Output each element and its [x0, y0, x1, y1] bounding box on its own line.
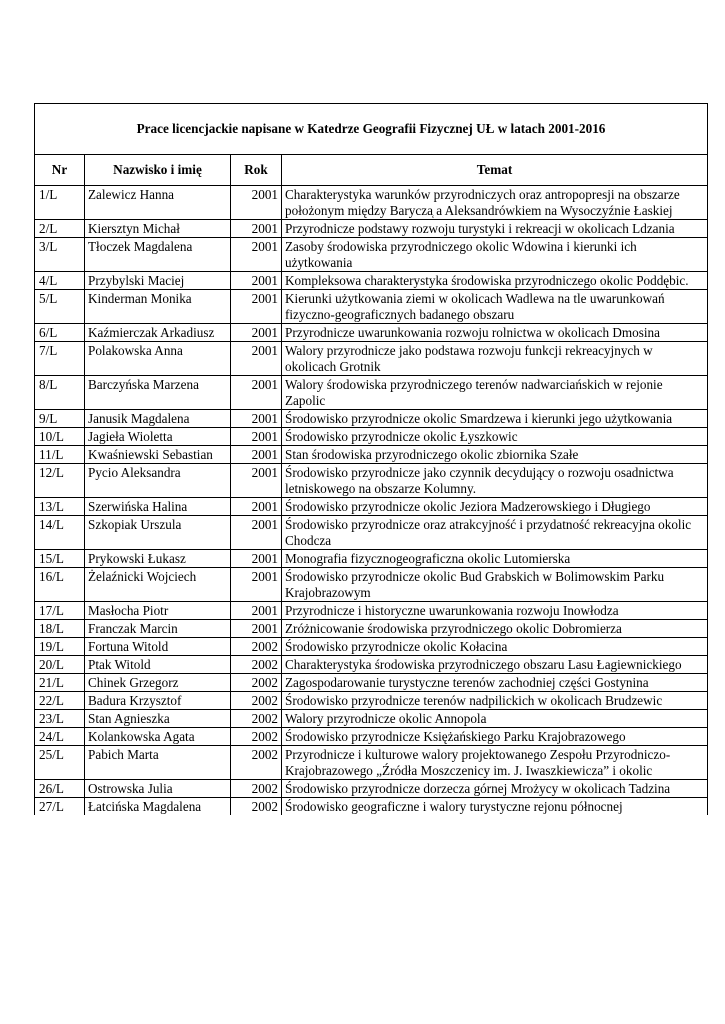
cell-topic: Kompleksowa charakterystyka środowiska przyrodniczego okolic Poddębic.	[282, 272, 708, 290]
cell-nr: 15/L	[35, 550, 85, 568]
cell-name: Barczyńska Marzena	[85, 376, 231, 410]
cell-topic: Zagospodarowanie turystyczne terenów zachodniej części Gostynina	[282, 674, 708, 692]
cell-name: Kwaśniewski Sebastian	[85, 446, 231, 464]
cell-name: Janusik Magdalena	[85, 410, 231, 428]
header-name: Nazwisko i imię	[85, 155, 231, 186]
table-row	[35, 656, 708, 674]
cell-nr: 27/L	[35, 798, 85, 816]
cell-topic: Przyrodnicze uwarunkowania rozwoju rolnictwa w okolicach Dmosina	[282, 324, 708, 342]
table-row	[35, 220, 708, 238]
cell-topic: Charakterystyka środowiska przyrodniczego obszaru Lasu Łagiewnickiego	[282, 656, 708, 674]
table-row	[35, 780, 708, 798]
cell-name: Ostrowska Julia	[85, 780, 231, 798]
cell-nr: 19/L	[35, 638, 85, 656]
cell-name: Chinek Grzegorz	[85, 674, 231, 692]
cell-name: Szerwińska Halina	[85, 498, 231, 516]
table-row	[35, 342, 708, 376]
cell-name: Ptak Witold	[85, 656, 231, 674]
cell-topic: Środowisko geograficzne i walory turystyczne rejonu północnej	[282, 798, 708, 816]
cell-nr: 1/L	[35, 186, 85, 220]
cell-nr: 21/L	[35, 674, 85, 692]
cell-nr: 2/L	[35, 220, 85, 238]
table-row	[35, 428, 708, 446]
table-row	[35, 290, 708, 324]
cell-year: 2002	[231, 798, 282, 816]
cell-topic: Przyrodnicze i kulturowe walory projektowanego Zespołu Przyrodniczo-Krajobrazowego „Źródła Moszczenicy im. J. Iwaszkiewicza” i okolic	[282, 746, 708, 780]
table-row	[35, 798, 708, 816]
cell-year: 2001	[231, 464, 282, 498]
cell-year: 2001	[231, 220, 282, 238]
header-nr: Nr	[35, 155, 85, 186]
cell-nr: 16/L	[35, 568, 85, 602]
cell-year: 2001	[231, 186, 282, 220]
table-row	[35, 516, 708, 550]
cell-nr: 20/L	[35, 656, 85, 674]
cell-topic: Zróżnicowanie środowiska przyrodniczego okolic Dobromierza	[282, 620, 708, 638]
cell-name: Łatcińska Magdalena	[85, 798, 231, 816]
cell-nr: 24/L	[35, 728, 85, 746]
cell-topic: Zasoby środowiska przyrodniczego okolic Wdowina i kierunki ich użytkowania	[282, 238, 708, 272]
cell-topic: Stan środowiska przyrodniczego okolic zbiornika Szałe	[282, 446, 708, 464]
cell-topic: Środowisko przyrodnicze Księżańskiego Parku Krajobrazowego	[282, 728, 708, 746]
cell-year: 2002	[231, 746, 282, 780]
cell-topic: Kierunki użytkowania ziemi w okolicach Wadlewa na tle uwarunkowań fizyczno-geograficznych badanego obszaru	[282, 290, 708, 324]
cell-nr: 5/L	[35, 290, 85, 324]
table-row	[35, 186, 708, 220]
table-row	[35, 376, 708, 410]
cell-nr: 23/L	[35, 710, 85, 728]
cell-year: 2002	[231, 674, 282, 692]
header-row	[35, 155, 708, 186]
cell-year: 2002	[231, 656, 282, 674]
table-row	[35, 710, 708, 728]
table-row	[35, 692, 708, 710]
table-row	[35, 568, 708, 602]
table-row	[35, 638, 708, 656]
cell-year: 2001	[231, 272, 282, 290]
cell-topic: Walory przyrodnicze okolic Annopola	[282, 710, 708, 728]
cell-name: Szkopiak Urszula	[85, 516, 231, 550]
cell-name: Pabich Marta	[85, 746, 231, 780]
theses-table	[34, 103, 708, 815]
cell-topic: Środowisko przyrodnicze jako czynnik decydujący o rozwoju osadnictwa letniskowego na obszarze Kolumny.	[282, 464, 708, 498]
cell-year: 2001	[231, 410, 282, 428]
cell-nr: 12/L	[35, 464, 85, 498]
cell-name: Kiersztyn Michał	[85, 220, 231, 238]
cell-nr: 14/L	[35, 516, 85, 550]
cell-topic: Przyrodnicze podstawy rozwoju turystyki i rekreacji w okolicach Ldzania	[282, 220, 708, 238]
cell-topic: Środowisko przyrodnicze okolic Bud Grabskich w Bolimowskim Parku Krajobrazowym	[282, 568, 708, 602]
table-row	[35, 602, 708, 620]
cell-year: 2001	[231, 620, 282, 638]
cell-name: Pycio Aleksandra	[85, 464, 231, 498]
cell-nr: 8/L	[35, 376, 85, 410]
cell-nr: 6/L	[35, 324, 85, 342]
table-body	[35, 186, 708, 816]
cell-topic: Środowisko przyrodnicze okolic Łyszkowic	[282, 428, 708, 446]
cell-nr: 4/L	[35, 272, 85, 290]
cell-topic: Środowisko przyrodnicze okolic Jeziora Madzerowskiego i Długiego	[282, 498, 708, 516]
cell-year: 2001	[231, 550, 282, 568]
table-row	[35, 464, 708, 498]
cell-nr: 9/L	[35, 410, 85, 428]
cell-name: Kinderman Monika	[85, 290, 231, 324]
cell-year: 2001	[231, 516, 282, 550]
cell-nr: 17/L	[35, 602, 85, 620]
cell-nr: 7/L	[35, 342, 85, 376]
table-row	[35, 674, 708, 692]
cell-year: 2001	[231, 342, 282, 376]
cell-nr: 25/L	[35, 746, 85, 780]
cell-name: Polakowska Anna	[85, 342, 231, 376]
cell-year: 2001	[231, 498, 282, 516]
cell-topic: Przyrodnicze i historyczne uwarunkowania rozwoju Inowłodza	[282, 602, 708, 620]
table-row	[35, 238, 708, 272]
cell-name: Prykowski Łukasz	[85, 550, 231, 568]
table-row	[35, 272, 708, 290]
cell-year: 2001	[231, 376, 282, 410]
cell-year: 2001	[231, 568, 282, 602]
cell-topic: Walory przyrodnicze jako podstawa rozwoju funkcji rekreacyjnych w okolicach Grotnik	[282, 342, 708, 376]
cell-nr: 3/L	[35, 238, 85, 272]
cell-topic: Charakterystyka warunków przyrodniczych oraz antropopresji na obszarze położonym między Barycza̜ a Aleksandrówkiem na Wysoczyźnie Łaskiej	[282, 186, 708, 220]
cell-topic: Środowisko przyrodnicze dorzecza górnej Mrożycy w okolicach Tadzina	[282, 780, 708, 798]
cell-name: Fortuna Witold	[85, 638, 231, 656]
cell-year: 2001	[231, 446, 282, 464]
cell-name: Kolankowska Agata	[85, 728, 231, 746]
cell-topic: Walory środowiska przyrodniczego terenów nadwarciańskich w rejonie Zapolic	[282, 376, 708, 410]
cell-name: Tłoczek Magdalena	[85, 238, 231, 272]
cell-year: 2002	[231, 710, 282, 728]
cell-nr: 18/L	[35, 620, 85, 638]
cell-name: Jagieła Wioletta	[85, 428, 231, 446]
cell-year: 2001	[231, 324, 282, 342]
table-row	[35, 446, 708, 464]
cell-year: 2001	[231, 238, 282, 272]
cell-year: 2001	[231, 602, 282, 620]
table-row	[35, 746, 708, 780]
cell-name: Franczak Marcin	[85, 620, 231, 638]
cell-name: Przybylski Maciej	[85, 272, 231, 290]
cell-year: 2002	[231, 728, 282, 746]
cell-nr: 13/L	[35, 498, 85, 516]
cell-year: 2002	[231, 692, 282, 710]
cell-year: 2001	[231, 290, 282, 324]
document-page	[34, 103, 707, 815]
table-row	[35, 620, 708, 638]
cell-year: 2002	[231, 638, 282, 656]
table-row	[35, 728, 708, 746]
header-topic: Temat	[282, 155, 708, 186]
cell-nr: 26/L	[35, 780, 85, 798]
header-year: Rok	[231, 155, 282, 186]
cell-name: Masłocha Piotr	[85, 602, 231, 620]
cell-nr: 11/L	[35, 446, 85, 464]
cell-year: 2002	[231, 780, 282, 798]
table-row	[35, 324, 708, 342]
cell-nr: 22/L	[35, 692, 85, 710]
cell-nr: 10/L	[35, 428, 85, 446]
table-row	[35, 550, 708, 568]
cell-name: Kaźmierczak Arkadiusz	[85, 324, 231, 342]
table-row	[35, 410, 708, 428]
cell-topic: Środowisko przyrodnicze terenów nadpilickich w okolicach Brudzewic	[282, 692, 708, 710]
table-row	[35, 498, 708, 516]
cell-name: Zalewicz Hanna	[85, 186, 231, 220]
cell-topic: Monografia fizycznogeograficzna okolic Lutomierska	[282, 550, 708, 568]
cell-name: Żelaźnicki Wojciech	[85, 568, 231, 602]
cell-topic: Środowisko przyrodnicze okolic Smardzewa i kierunki jego użytkowania	[282, 410, 708, 428]
cell-name: Badura Krzysztof	[85, 692, 231, 710]
cell-name: Stan Agnieszka	[85, 710, 231, 728]
cell-year: 2001	[231, 428, 282, 446]
cell-topic: Środowisko przyrodnicze oraz atrakcyjność i przydatność rekreacyjna okolic Chodcza	[282, 516, 708, 550]
cell-topic: Środowisko przyrodnicze okolic Kołacina	[282, 638, 708, 656]
table-title: Prace licencjackie napisane w Katedrze Geografii Fizycznej UŁ w latach 2001-2016	[35, 104, 708, 155]
